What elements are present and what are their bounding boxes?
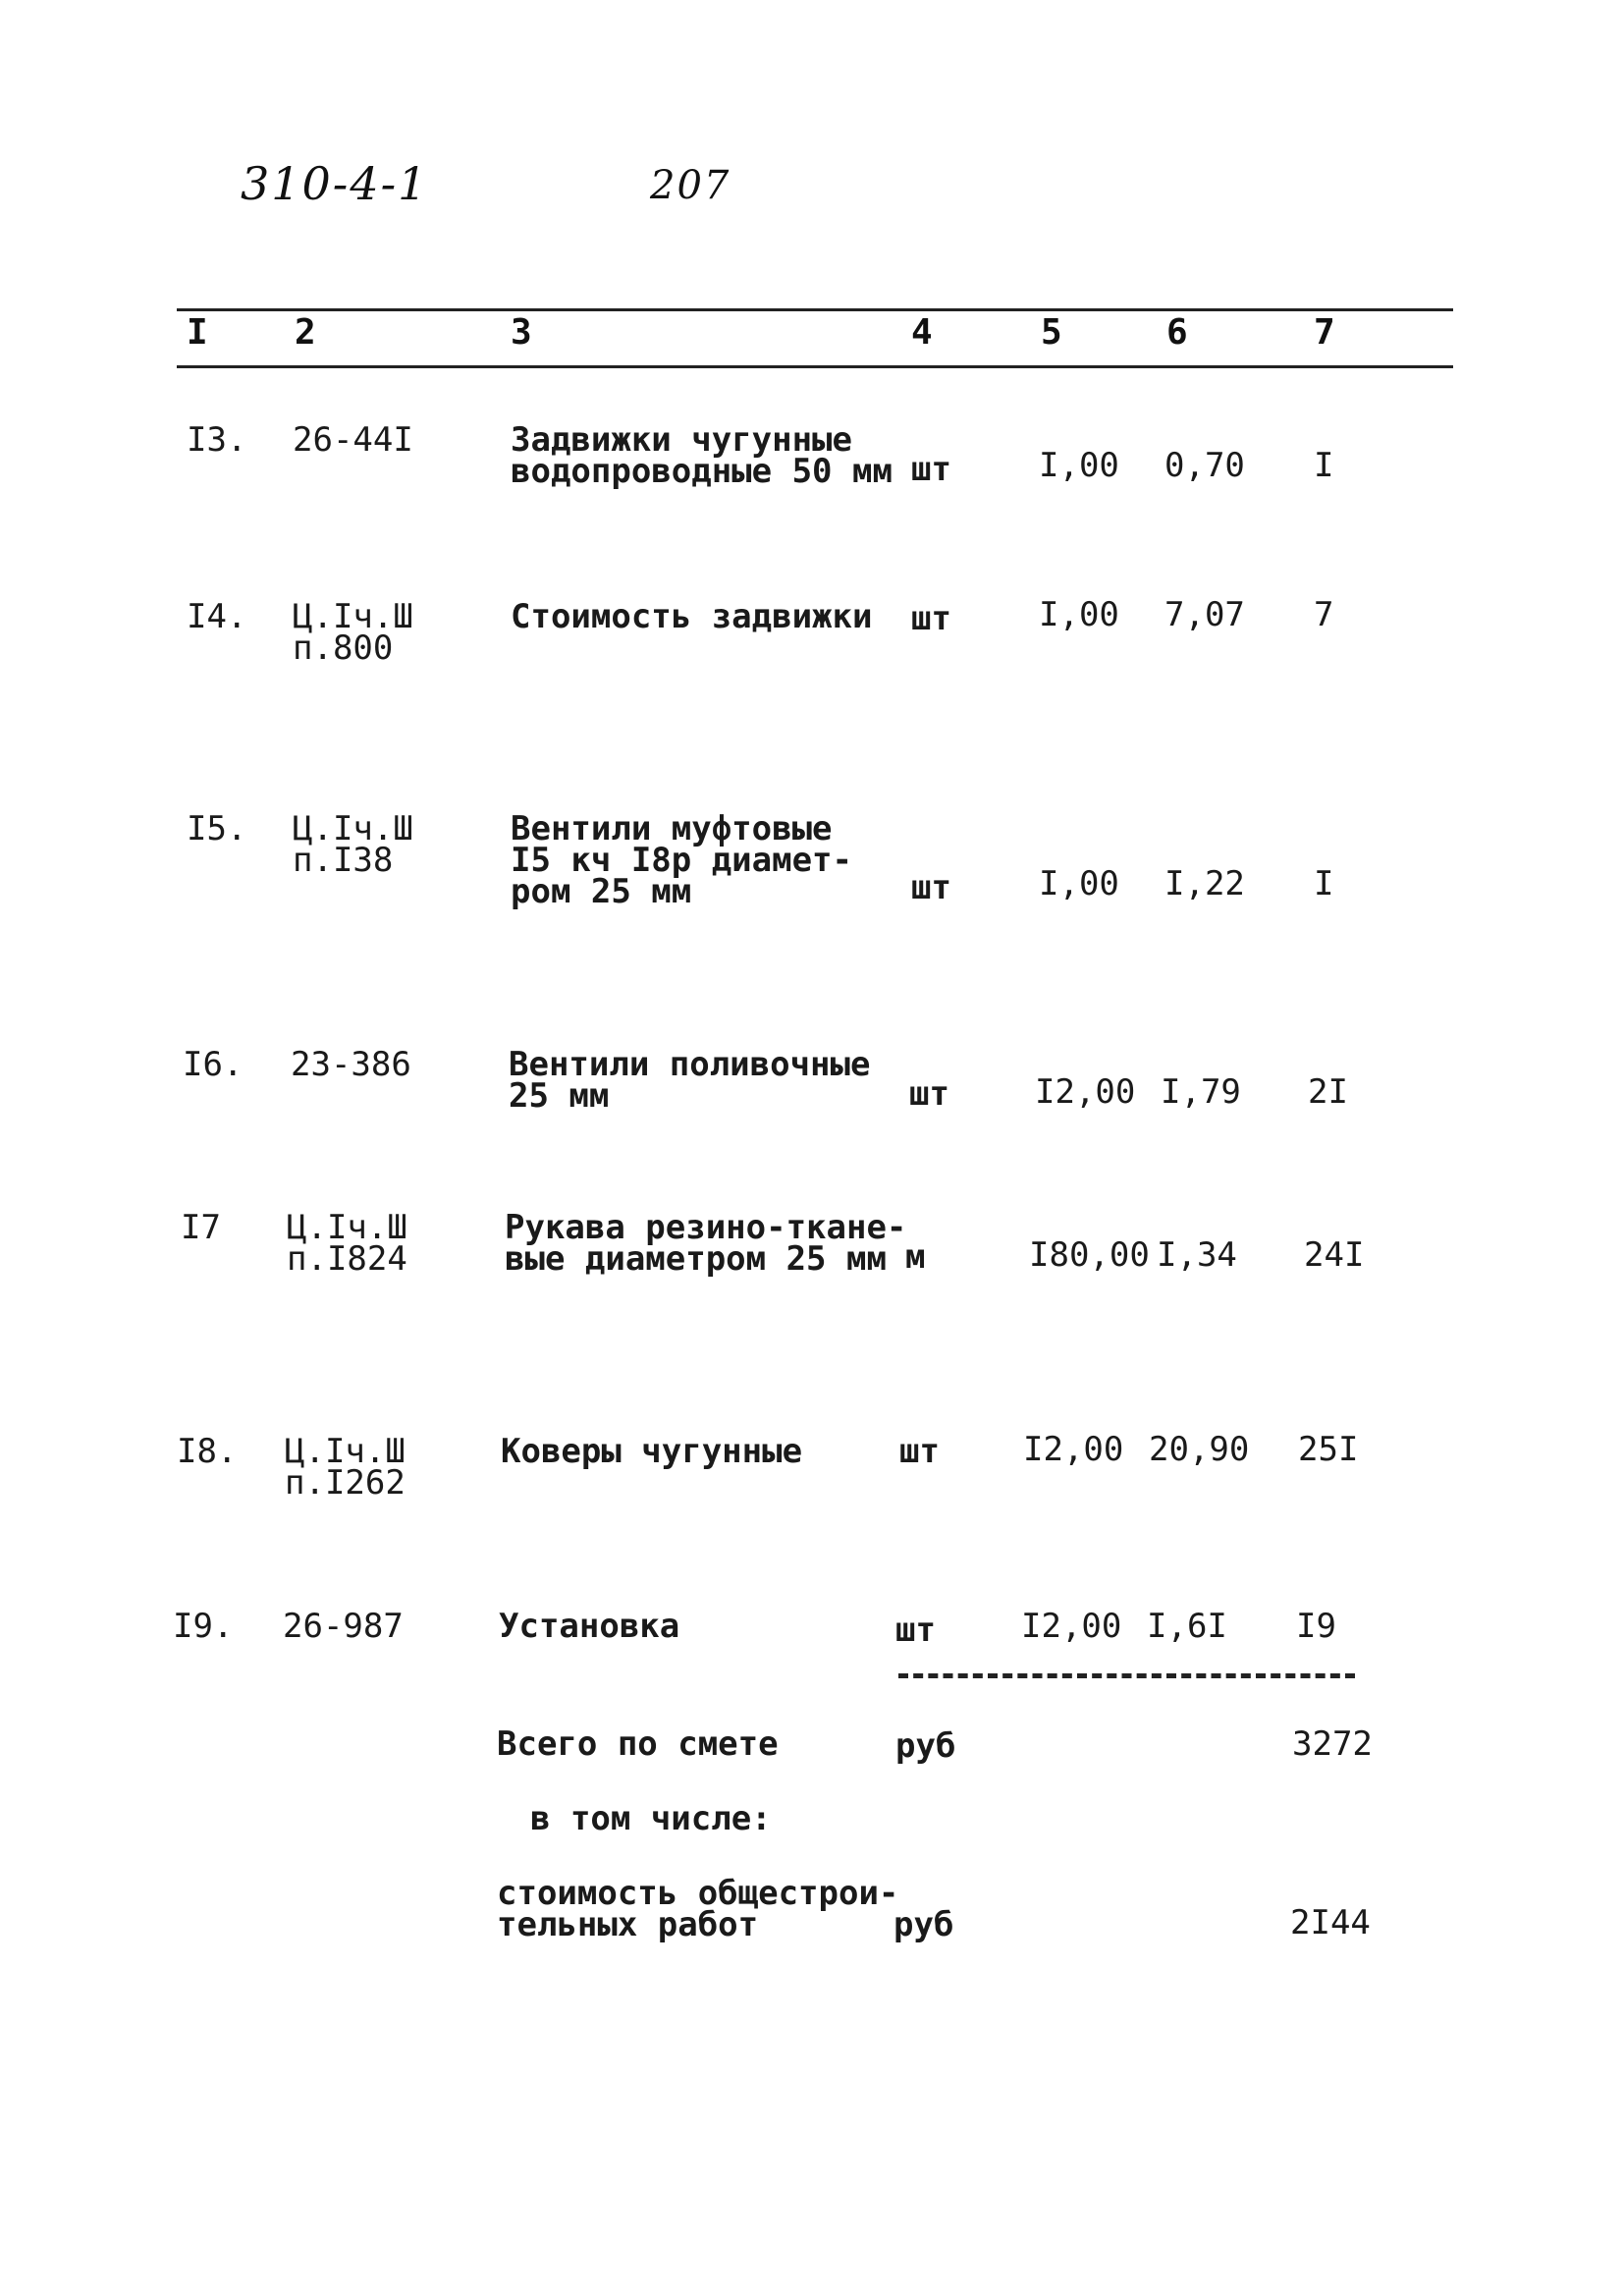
row-18-description: Коверы чугунные	[501, 1432, 803, 1471]
column-header-2: 2	[295, 312, 316, 353]
column-header-1: I	[187, 312, 208, 353]
row-16-reference: 23-386	[291, 1045, 411, 1084]
column-header-6: 6	[1166, 312, 1188, 353]
row-14-unit: шт	[911, 599, 951, 638]
row-16-number: I6.	[183, 1045, 244, 1084]
page-number: 207	[650, 163, 731, 208]
table-header-top-rule	[177, 308, 1453, 311]
row-17-number: I7	[181, 1208, 221, 1247]
row-17-description: Рукава резино-ткане- вые диаметром 25 мм	[505, 1208, 907, 1279]
row-14-reference: Ц.Iч.Ш п.800	[293, 597, 413, 668]
row-19-quantity: I2,00	[1021, 1607, 1122, 1646]
row-16-description: Вентили поливочные 25 мм	[509, 1045, 871, 1116]
row-13-unit: шт	[911, 450, 951, 489]
row-17-total: 24I	[1304, 1235, 1365, 1275]
summary-total-unit: руб	[895, 1726, 956, 1766]
row-15-number: I5.	[187, 809, 247, 848]
summary-total-label: Всего по смете	[497, 1724, 779, 1764]
row-15-total: I	[1314, 864, 1334, 903]
row-13-quantity: I,00	[1039, 446, 1119, 485]
row-14-description: Стоимость задвижки	[511, 597, 873, 636]
column-header-5: 5	[1041, 312, 1062, 353]
row-13-total: I	[1314, 446, 1334, 485]
row-18-unit-price: 20,90	[1149, 1430, 1250, 1469]
row-17-unit: м	[905, 1237, 926, 1277]
row-17-reference: Ц.Iч.Ш п.I824	[287, 1208, 407, 1279]
summary-general-works-value: 2I44	[1290, 1903, 1371, 1942]
row-19-reference: 26-987	[283, 1607, 404, 1646]
row-13-reference: 26-44I	[293, 420, 413, 460]
row-18-quantity: I2,00	[1023, 1430, 1124, 1469]
row-18-unit: шт	[899, 1432, 940, 1471]
row-14-unit-price: 7,07	[1164, 595, 1245, 634]
total-separator-dashes	[898, 1673, 1355, 1678]
summary-general-works-label: стоимость общестрои- тельных работ	[497, 1874, 899, 1944]
summary-including-label: в том числе:	[530, 1799, 772, 1838]
row-19-number: I9.	[173, 1607, 234, 1646]
row-14-number: I4.	[187, 597, 247, 636]
row-15-quantity: I,00	[1039, 864, 1119, 903]
row-18-reference: Ц.Iч.Ш п.I262	[285, 1432, 406, 1503]
row-19-description: Установка	[499, 1607, 680, 1646]
row-15-description: Вентили муфтовые I5 кч I8р диамет- ром 25 мм	[511, 809, 852, 911]
column-header-4: 4	[911, 312, 933, 353]
row-16-quantity: I2,00	[1035, 1072, 1136, 1112]
column-header-3: 3	[511, 312, 532, 353]
summary-total-value: 3272	[1292, 1724, 1373, 1764]
row-19-unit: шт	[895, 1611, 936, 1650]
row-14-quantity: I,00	[1039, 595, 1119, 634]
column-header-7: 7	[1314, 312, 1335, 353]
row-17-quantity: I80,00	[1029, 1235, 1150, 1275]
row-15-unit: шт	[911, 868, 951, 907]
row-19-total: I9	[1296, 1607, 1336, 1646]
row-13-number: I3.	[187, 420, 247, 460]
row-16-unit-price: I,79	[1161, 1072, 1241, 1112]
row-13-unit-price: 0,70	[1164, 446, 1245, 485]
row-16-unit: шт	[909, 1074, 949, 1114]
row-15-reference: Ц.Iч.Ш п.I38	[293, 809, 413, 880]
row-19-unit-price: I,6I	[1147, 1607, 1227, 1646]
row-17-unit-price: I,34	[1157, 1235, 1237, 1275]
document-code: 310-4-1	[241, 157, 429, 210]
table-header-bottom-rule	[177, 365, 1453, 368]
row-13-description: Задвижки чугунные водопроводные 50 мм	[511, 420, 893, 491]
row-15-unit-price: I,22	[1164, 864, 1245, 903]
summary-general-works-unit: руб	[893, 1905, 954, 1944]
row-16-total: 2I	[1308, 1072, 1348, 1112]
row-18-total: 25I	[1298, 1430, 1359, 1469]
row-18-number: I8.	[177, 1432, 238, 1471]
row-14-total: 7	[1314, 595, 1334, 634]
